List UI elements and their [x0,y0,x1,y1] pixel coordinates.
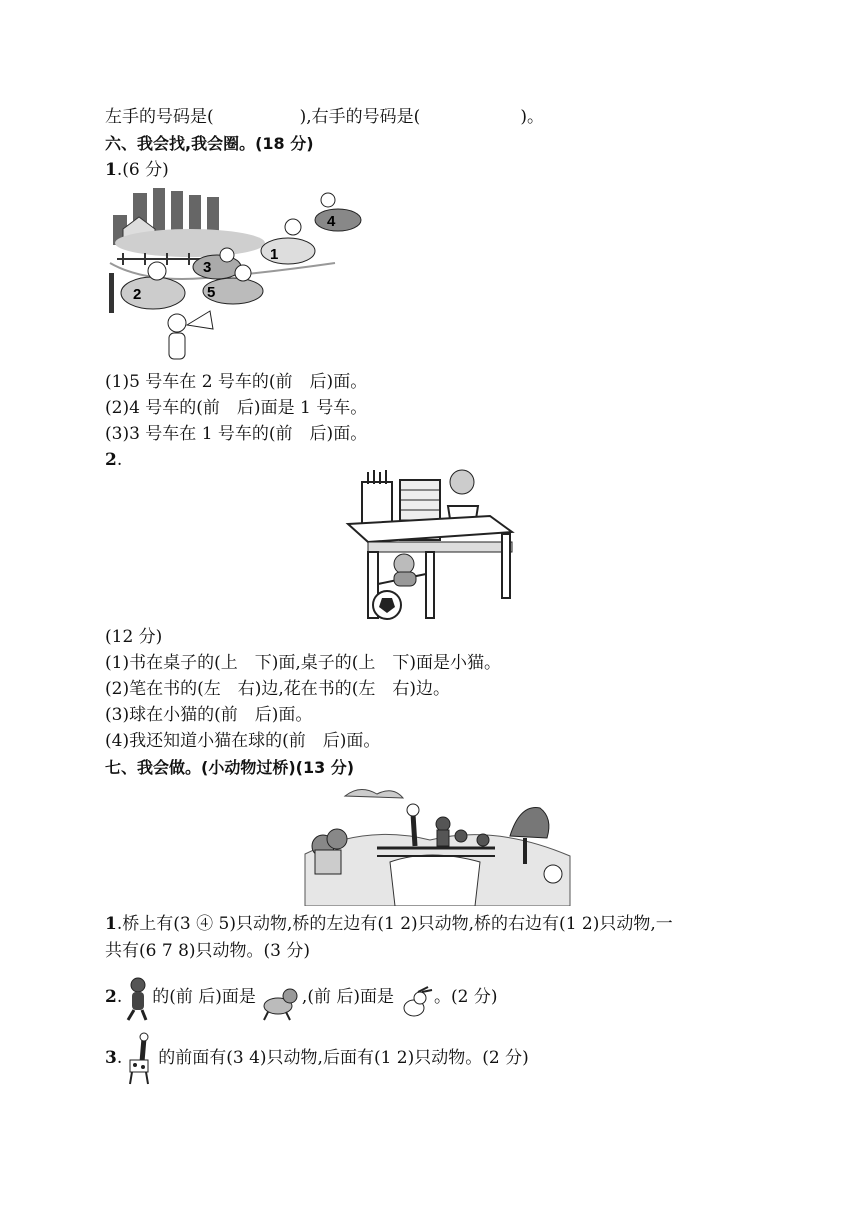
section7-title: 七、我会做。(小动物过桥)(13 分) [105,758,355,777]
rooster [544,865,562,883]
right-hand-label: ),右手的号码是( [299,107,421,127]
monkey-icon [122,976,152,1022]
answer-line-hands [105,106,544,128]
section6-q2-header [105,449,122,471]
car-label: 5 [207,284,216,301]
car-1 [261,219,315,264]
s7-q3-text: 的前面有(3 4)只动物,后面有(1 2)只动物。(2 分) [158,1048,529,1068]
q1-score: .(6 分) [116,160,169,180]
s7-q3-dot: . [116,1048,123,1068]
s7-q2-dot: . [116,987,123,1007]
q1-item-2: (2)4 号车的(前 后)面是 1 号车。 [105,398,368,418]
s7-q2-part1: 的(前 后)面是 [152,987,256,1007]
q2-item-4: (4)我还知道小猫在球的(前 后)面。 [105,731,381,751]
section6-title: 六、我会找,我会圈。(18 分) [105,134,314,153]
q2-item-3: (3)球在小猫的(前 后)面。 [105,705,313,725]
left-hand-label: 左手的号码是( [105,107,214,127]
giraffe-icon [122,1032,158,1086]
q2-score: (12 分) [105,627,163,647]
car-label: 3 [203,259,212,276]
section7-q1-line1 [105,913,673,935]
q2-item-1: (1)书在桌子的(上 下)面,桌子的(上 下)面是小猫。 [105,653,502,673]
s7-q2-part3: 。(2 分) [434,987,498,1007]
car-label: 2 [133,286,142,303]
q1-number: 1 [105,160,117,180]
section7-q3 [105,1030,529,1086]
animals-bridge-illustration [285,784,575,906]
q2-number: 2 [105,450,117,470]
q1-item-3: (3)3 号车在 1 号车的(前 后)面。 [105,424,368,444]
q2-item-2: (2)笔在书的(左 右)边,花在书的(左 右)边。 [105,679,451,699]
section7-q2 [105,972,497,1022]
rabbit-icon [394,986,434,1022]
q2-dot: . [116,450,123,470]
cat [394,554,416,586]
s7-q1-number: 1 [105,914,117,934]
car-label: 4 [327,213,336,230]
s7-q1-text: .桥上有(3 ④ 5)只动物,桥的左边有(1 2)只动物,桥的右边有(1 2)只动物,一 [116,914,673,934]
section6-q1-header [105,159,169,181]
s7-q2-number: 2 [105,987,117,1007]
s7-q3-number: 3 [105,1048,117,1068]
car-label: 1 [270,246,279,263]
section7-q1-line2: 共有(6 7 8)只动物。(3 分) [105,941,311,961]
table-scene-illustration [340,464,520,624]
race-cars-illustration [105,183,375,365]
s7-q2-part2: ,(前 后)面是 [301,987,394,1007]
line-end: )。 [520,107,544,127]
flag-mouse [168,311,213,359]
car-4 [315,193,361,231]
q1-item-1: (1)5 号车在 2 号车的(前 后)面。 [105,372,368,392]
dog-icon [256,986,302,1022]
car-2 [121,262,185,309]
